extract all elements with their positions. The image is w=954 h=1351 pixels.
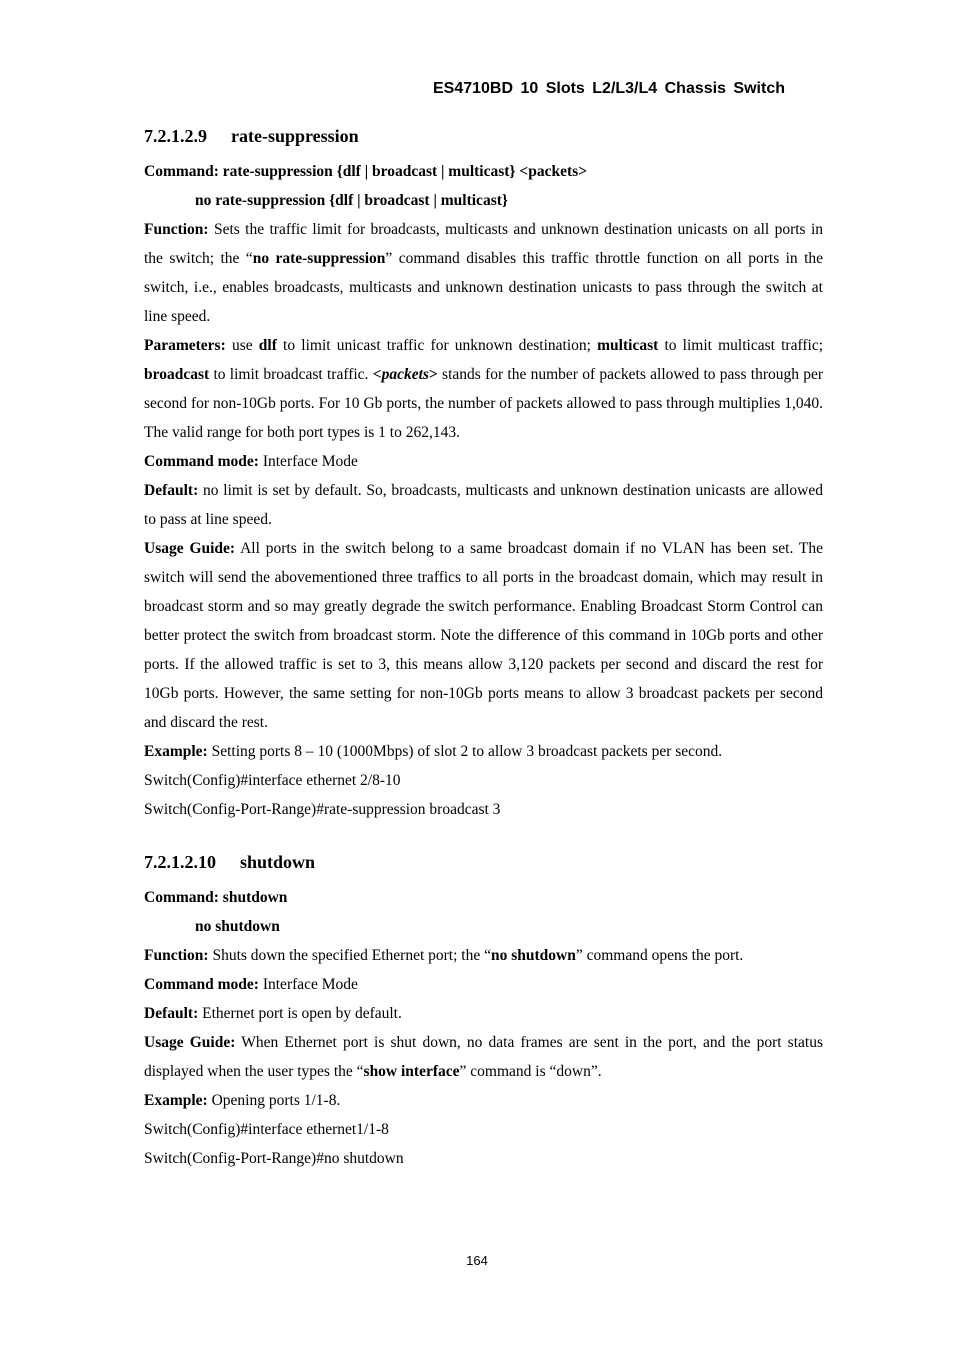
usage-guide-text: When Ethernet port is shut down, no data frames are sent in the port, and the port status displayed when the user types the “ xyxy=(144,1034,823,1080)
function-text-rest: ” command disables this traffic throttle function on all ports in the switch, i.e., enables broadcasts, multicasts and unknown destination unicasts to pass through the switch at line speed. xyxy=(144,250,823,325)
section-title: shutdown xyxy=(240,852,316,872)
example-cli-line: Switch(Config)#interface ethernet1/1-8 xyxy=(144,1121,389,1138)
function-paragraph xyxy=(144,215,823,331)
section-title: rate-suppression xyxy=(231,126,359,146)
function-label: Function: xyxy=(144,947,209,964)
function-label: Function: xyxy=(144,221,209,238)
param-packets: packets xyxy=(381,366,429,383)
command-mode-label: Command mode: xyxy=(144,453,259,470)
param-bracket: < xyxy=(372,366,382,383)
parameters-paragraph xyxy=(144,331,823,447)
command-line xyxy=(144,157,823,186)
function-command-ref: no rate-suppression xyxy=(252,250,386,267)
parameters-text: use xyxy=(231,337,253,354)
usage-guide-label: Usage Guide: xyxy=(144,1034,236,1051)
function-text-rest: ” command opens the port. xyxy=(575,947,744,964)
default-label: Default: xyxy=(144,482,199,499)
usage-guide-text: All ports in the switch belong to a same broadcast domain if no VLAN has been set. The switch will send the abovementioned three traffics to all ports in the broadcast domain, which may result in broadcast storm and so may greatly degrade the switch performance. Enabling Broadcast Storm Control can better protect the switch from broadcast storm. Note the difference of this command in 10Gb ports and other ports. If the allowed traffic is set to 3, this means allow 3,120 packets per second and discard the rest for 10Gb ports. However, the same setting for non-10Gb ports means to allow 3 broadcast packets per second and discard the rest. xyxy=(144,540,823,731)
function-paragraph xyxy=(144,941,823,970)
command-mode-value: Interface Mode xyxy=(262,453,358,470)
example-text: Setting ports 8 – 10 (1000Mbps) of slot 2 to allow 3 broadcast packets per second. xyxy=(211,743,723,760)
param-bracket: > xyxy=(428,366,438,383)
parameters-label: Parameters: xyxy=(144,337,226,354)
section-heading-rate-suppression xyxy=(144,124,823,148)
command-label: Command: xyxy=(144,889,219,906)
param-broadcast: broadcast xyxy=(144,366,210,383)
function-text: Shuts down the specified Ethernet port; the “ xyxy=(212,947,491,964)
parameters-text: to limit broadcast traffic. xyxy=(213,366,369,383)
example-label: Example: xyxy=(144,1092,208,1109)
default-text: Ethernet port is open by default. xyxy=(202,1005,402,1022)
parameters-text: to limit multicast traffic; xyxy=(664,337,824,354)
function-command-ref: no shutdown xyxy=(490,947,576,964)
command-no-syntax: no rate-suppression {dlf | broadcast | multicast} xyxy=(195,192,508,209)
default-text: no limit is set by default. So, broadcasts, multicasts and unknown destination unicasts are allowed to pass at line speed. xyxy=(144,482,824,528)
usage-guide-label: Usage Guide: xyxy=(144,540,236,557)
usage-guide-paragraph xyxy=(144,1028,823,1086)
command-mode-value: Interface Mode xyxy=(262,976,358,993)
parameters-text: stands for the number of packets allowed to pass through per second for non-10Gb ports. For 10 Gb ports, the number of packets allowed to pass through multiplies 1,040. The valid range for both port types is 1 to 262,143. xyxy=(144,366,824,441)
section-number: 7.2.1.2.10 xyxy=(144,852,216,872)
example-line xyxy=(144,1086,823,1115)
command-label: Command: xyxy=(144,163,219,180)
section-heading-shutdown xyxy=(144,850,823,874)
command-line xyxy=(144,883,823,912)
command-no-line xyxy=(144,186,823,215)
command-mode-label: Command mode: xyxy=(144,976,259,993)
command-no-line xyxy=(144,912,823,941)
example-line xyxy=(144,737,823,766)
command-syntax: rate-suppression {dlf | broadcast | multicast} <packets> xyxy=(222,163,588,180)
default-label: Default: xyxy=(144,1005,199,1022)
section-number: 7.2.1.2.9 xyxy=(144,126,207,146)
example-cli-line: Switch(Config-Port-Range)#no shutdown xyxy=(144,1150,404,1167)
example-cli-line: Switch(Config-Port-Range)#rate-suppression broadcast 3 xyxy=(144,801,501,818)
parameters-text: to limit unicast traffic for unknown destination; xyxy=(283,337,591,354)
command-syntax: shutdown xyxy=(222,889,288,906)
command-mode-line xyxy=(144,447,823,476)
command-no-syntax: no shutdown xyxy=(195,918,280,935)
usage-guide-text-rest: ” command is “down”. xyxy=(459,1063,602,1080)
example-label: Example: xyxy=(144,743,208,760)
page-header: ES4710BD 10 Slots L2/L3/L4 Chassis Switch xyxy=(432,80,785,97)
page-number: 164 xyxy=(466,1253,488,1268)
page-content xyxy=(144,124,823,1173)
default-paragraph xyxy=(144,476,823,534)
command-mode-line xyxy=(144,970,823,999)
usage-guide-paragraph xyxy=(144,534,823,737)
function-text: Sets the traffic limit for broadcasts, multicasts and unknown destination unicasts on all ports in the switch; the “ xyxy=(144,221,824,267)
example-text: Opening ports 1/1-8. xyxy=(211,1092,341,1109)
default-paragraph xyxy=(144,999,823,1028)
usage-guide-command-ref: show interface xyxy=(363,1063,460,1080)
param-dlf: dlf xyxy=(258,337,277,354)
param-multicast: multicast xyxy=(597,337,659,354)
example-cli-line: Switch(Config)#interface ethernet 2/8-10 xyxy=(144,772,401,789)
